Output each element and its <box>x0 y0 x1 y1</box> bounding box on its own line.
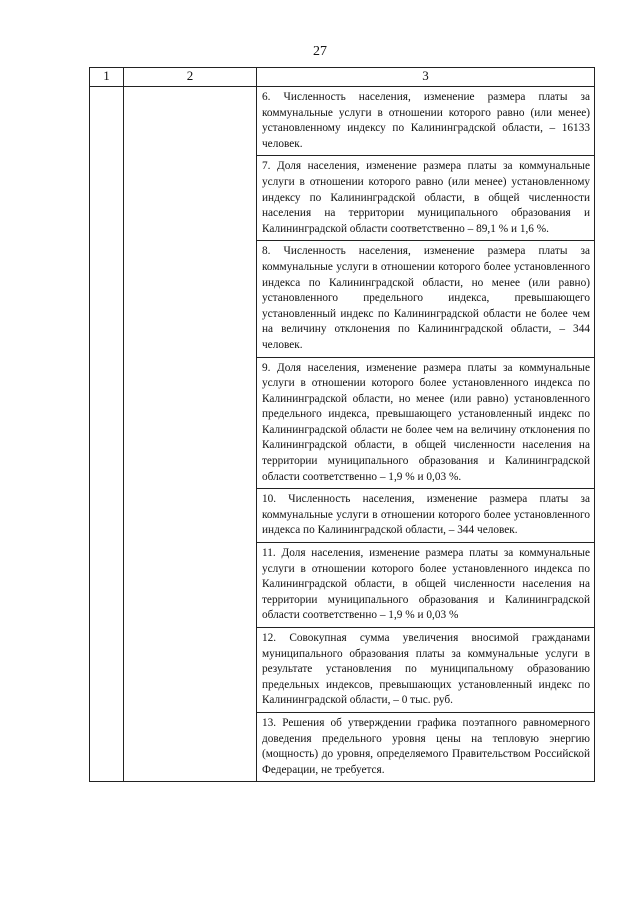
list-item-11 <box>257 543 594 628</box>
list-item-12 <box>257 628 594 713</box>
item-text: 11. Доля населения, изменение размера платы за коммунальные услуги в отношении которого более установленного индекса по Калининградской области, в общей численности населения на территории муниципального образования и Калининградской области соответственно – 1,9 % и 0,03 % <box>262 547 590 622</box>
table-header-row <box>90 68 595 87</box>
item-text: 12. Совокупная сумма увеличения вносимой гражданами муниципального образования платы за коммунальные услуги в результате установления по муниципальному образованию предельных индексов, превышающих установленный индекс по Калининградской области, – 0 тыс. руб. <box>262 632 590 707</box>
list-item-8 <box>257 241 594 357</box>
column-header-1: 1 <box>90 68 124 87</box>
column-header-2: 2 <box>124 68 257 87</box>
list-item-13 <box>257 713 594 781</box>
item-text: 7. Доля населения, изменение размера платы за коммунальные услуги в отношении которого равно (или менее) установленному индексу по Калининградской области, в общей численности населения на территории муниципального образования и Калининградской области соответственно – 89,1 % и 1,6 %. <box>262 160 590 235</box>
item-text: 13. Решения об утверждении графика поэтапного равномерного доведения предельного уровня цены на тепловую энергию (мощность) до уровня, определяемого Правительством Российской Федерации, не требуется. <box>262 716 590 776</box>
table-row <box>90 87 595 782</box>
list-item-6 <box>257 87 594 156</box>
item-text: 9. Доля населения, изменение размера платы за коммунальные услуги в отношении которого более установленного индекса по Калининградской области, но менее (или равно) установленного предельного индекса, превышающего установленный индекс по Калининградской области не более чем на величину отклонения по Калининградской области, в общей численности населения на территории муниципального образования и Калининградской области соответственно – 1,9 % и 0,03 %. <box>262 361 590 483</box>
column-header-3: 3 <box>257 68 595 87</box>
page-number: 27 <box>313 44 327 59</box>
item-text: 6. Численность населения, изменение размера платы за коммунальные услуги в отношении которого равно (или менее) установленному индексу по Калининградской области, – 16133 человек. <box>262 91 590 150</box>
document-table <box>89 67 595 782</box>
list-item-7 <box>257 156 594 241</box>
item-text: 10. Численность населения, изменение размера платы за коммунальные услуги в отношении которого более установленного индекса по Калининградской области, – 344 человек. <box>262 493 590 537</box>
list-item-10 <box>257 489 594 543</box>
items-cell <box>257 87 595 782</box>
list-item-9 <box>257 358 594 490</box>
empty-cell-col1 <box>90 87 124 782</box>
item-text: 8. Численность населения, изменение размера платы за коммунальные услуги в отношении которого более установленного индекса по Калининградской области, но менее (или равно) установленного предельного индекса, превышающего установленный индекс по Калининградской области не более чем на величину отклонения по Калининградской области, – 344 человек. <box>262 245 590 351</box>
empty-cell-col2 <box>124 87 257 782</box>
